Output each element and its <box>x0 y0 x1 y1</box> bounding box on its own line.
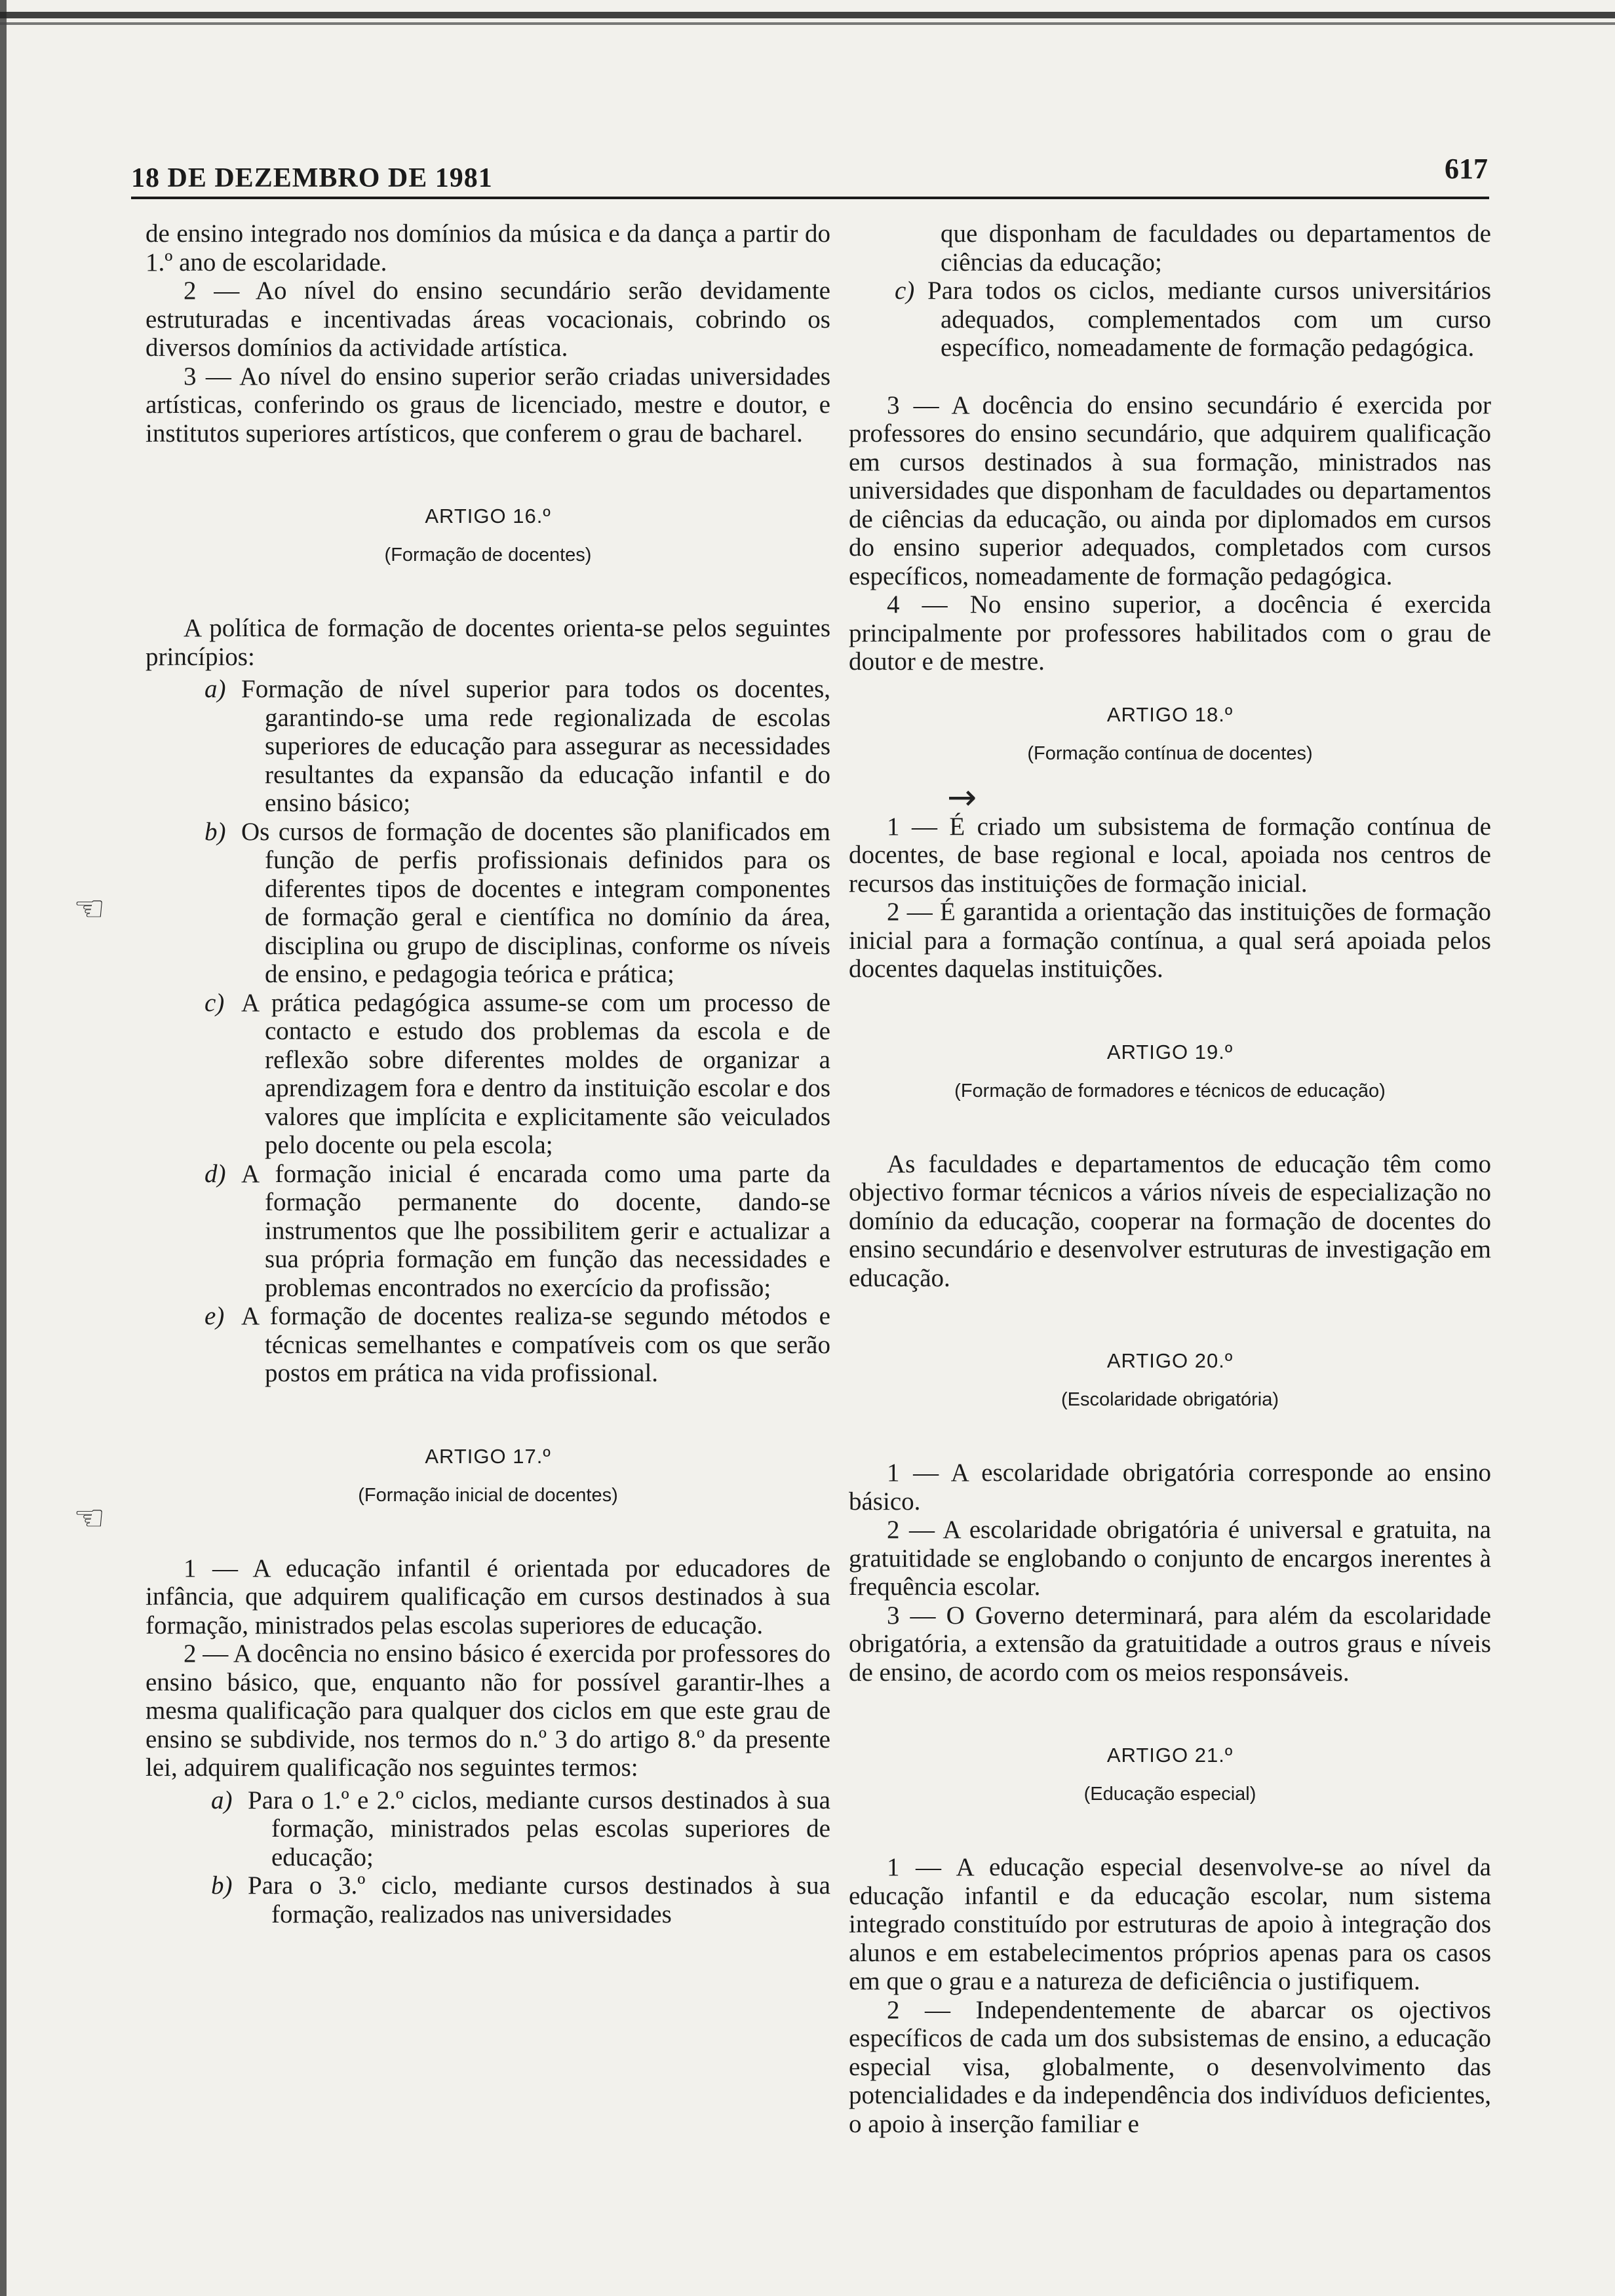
paragraph: 3 — A docência do ensino secundário é exercida por professores do ensino secundário, que adquirem qualificação em cursos destinados à sua formação, ministrados nas universidades que disponham de faculdades ou departamentos de ciências da educação, ou ainda por diplomados em cursos do ensino superior adequados, completados com cursos específicos, nomeadamente de formação pedagógica. <box>849 391 1491 590</box>
continued-list-text: que disponham de faculdades ou departamentos de ciências da educação; <box>941 220 1491 277</box>
list-item <box>204 989 830 1160</box>
pointing-hand-icon: ☜ <box>73 889 106 928</box>
article-title: ARTIGO 17.º <box>425 1444 551 1468</box>
list-label: b) <box>211 1871 233 1900</box>
paragraph: 1 — É criado um subsistema de formação contínua de docentes, de base regional e local, apoiada nos centros de recursos das instituições de formação inicial. <box>849 812 1491 898</box>
article-title: ARTIGO 18.º <box>1106 702 1234 726</box>
list-text: Para todos os ciclos, mediante cursos universitários adequados, complementados com um curso específico, nomeadamente de formação pedagógica. <box>927 277 1491 362</box>
header-rule <box>131 197 1489 199</box>
list-item <box>204 1302 830 1388</box>
continued-paragraph: de ensino integrado nos domínios da música e da dança a partir do 1.º ano de escolaridade. <box>146 220 830 277</box>
paragraph: 2 — Independentemente de abarcar os ojectivos específicos de cada um dos subsistemas de ensino, a educação especial visa, globalmente, o desenvolvimento das potencialidades e da independência dos indivíduos deficientes, o apoio à inserção familiar e <box>849 1995 1491 2138</box>
paragraph: 2 — É garantida a orientação das instituições de formação inicial para a formação contínua, a qual será apoiada pelos docentes daquelas instituições. <box>849 898 1491 983</box>
page-number: 617 <box>1445 153 1488 185</box>
pointing-hand-icon: ☜ <box>73 1499 106 1538</box>
list-item <box>204 1160 830 1303</box>
article-subtitle: (Escolaridade obrigatória) <box>1060 1389 1279 1410</box>
paragraph: A política de formação de docentes orienta-se pelos seguintes princípios: <box>146 614 830 671</box>
article-subtitle: (Formação de docentes) <box>384 545 592 565</box>
article-title: ARTIGO 19.º <box>1106 1040 1234 1063</box>
list-item <box>211 1871 830 1928</box>
article-title: ARTIGO 20.º <box>1106 1349 1234 1372</box>
paragraph: 1 — A educação infantil é orientada por educadores de infância, que adquirem qualificação em cursos destinados à sua formação, ministrados pelas escolas superiores de educação. <box>146 1554 830 1639</box>
scan-left-edge <box>0 0 7 2296</box>
list-text: Para o 3.º ciclo, mediante cursos destinados à sua formação, realizados nas universidades <box>248 1871 830 1928</box>
left-column <box>146 220 830 1928</box>
paragraph: 3 — O Governo determinará, para além da escolaridade obrigatória, a extensão da gratuitidade a outros graus e níveis de ensino, de acordo com os meios responsáveis. <box>849 1601 1491 1687</box>
header-date: 18 DE DEZEMBRO DE 1981 <box>131 163 493 193</box>
scan-top-rule <box>0 12 1615 18</box>
paragraph: 2 — A escolaridade obrigatória é universal e gratuita, na gratuitidade se englobando o conjunto de encargos inerentes à frequência escolar. <box>849 1516 1491 1601</box>
list-text: A formação de docentes realiza-se segundo métodos e técnicas semelhantes e compatíveis com os que serão postos em prática na vida profissional. <box>241 1302 830 1387</box>
list-item <box>895 277 1491 362</box>
paragraph: 1 — A educação especial desenvolve-se ao nível da educação infantil e da educação escolar, num sistema integrado constituído por estruturas de apoio à integração dos alunos e em estabelecimentos próprios apenas para os casos em que o grau e a natureza de deficiência o justifiquem. <box>849 1853 1491 1995</box>
list-label: d) <box>204 1159 226 1188</box>
scan-top-rule-secondary <box>0 22 1615 25</box>
right-column <box>849 220 1491 2138</box>
list-text: A prática pedagógica assume-se com um processo de contacto e estudo dos problemas da escola e de reflexão sobre diferentes moldes de organizar a aprendizagem fora e dentro da instituição escolar e dos valores que implícita e explicitamente são veiculados pelo docente ou pela escola; <box>241 988 830 1159</box>
arrow-right-icon: → <box>947 776 977 818</box>
list-text: Para o 1.º e 2.º ciclos, mediante cursos destinados à sua formação, ministrados pelas escolas superiores de educação; <box>248 1786 830 1871</box>
list-label: e) <box>204 1302 225 1330</box>
paragraph: 3 — Ao nível do ensino superior serão criadas universidades artísticas, conferindo os graus de licenciado, mestre e doutor, e institutos superiores artísticos, que conferem o grau de bacharel. <box>146 362 830 448</box>
paragraph: 2 — A docência no ensino básico é exercida por professores do ensino básico, que, enquanto não for possível garantir-lhes a mesma qualificação para qualquer dos ciclos em que este grau de ensino se subdivide, nos termos do n.º 3 do artigo 8.º da presente lei, adquirem qualificação nos seguintes termos: <box>146 1639 830 1782</box>
list-label: b) <box>204 817 226 846</box>
article-subtitle: (Formação contínua de docentes) <box>1027 742 1313 764</box>
article-subtitle: (Formação de formadores e técnicos de educação) <box>954 1080 1386 1101</box>
article-title: ARTIGO 21.º <box>1106 1744 1234 1767</box>
list-item <box>211 1786 830 1872</box>
paragraph: As faculdades e departamentos de educação têm como objectivo formar técnicos a vários níveis de especialização no domínio da educação, cooperar na formação de docentes do ensino secundário e desenvolver estruturas de investigação em educação. <box>849 1149 1491 1292</box>
list-text: A formação inicial é encarada como uma parte da formação permanente do docente, dando-se instrumentos que lhe possibilitem gerir e actualizar a sua própria formação em função das necessidades e problemas encontrados no exercício da profissão; <box>241 1159 830 1302</box>
article-subtitle: (Educação especial) <box>1083 1784 1256 1805</box>
list-item <box>204 818 830 989</box>
paragraph: 1 — A escolaridade obrigatória corresponde ao ensino básico. <box>849 1459 1491 1516</box>
list-item <box>204 675 830 818</box>
article-subtitle: (Formação inicial de docentes) <box>358 1484 618 1506</box>
paragraph: 2 — Ao nível do ensino secundário serão devidamente estruturadas e incentivadas áreas vocacionais, cobrindo os diversos domínios da actividade artística. <box>146 277 830 362</box>
list-text: Os cursos de formação de docentes são planificados em função de perfis profissionais definidos para os diferentes tipos de docentes e integram componentes de formação geral e científica no domínio da área, disciplina ou grupo de disciplinas, conforme os níveis de ensino, e pedagogia teórica e prática; <box>241 817 830 988</box>
paragraph: 4 — No ensino superior, a docência é exercida principalmente por professores habilitados com o grau de doutor e de mestre. <box>849 590 1491 676</box>
list-label: a) <box>211 1786 233 1814</box>
page-header <box>131 149 1488 195</box>
list-label: c) <box>895 277 915 305</box>
list-label: c) <box>204 988 225 1017</box>
article-title: ARTIGO 16.º <box>425 505 551 527</box>
list-label: a) <box>204 675 226 703</box>
list-text: Formação de nível superior para todos os docentes, garantindo-se uma rede regionalizada de escolas superiores de educação para assegurar as necessidades resultantes da expansão da educação infantil e do ensino básico; <box>241 675 830 817</box>
